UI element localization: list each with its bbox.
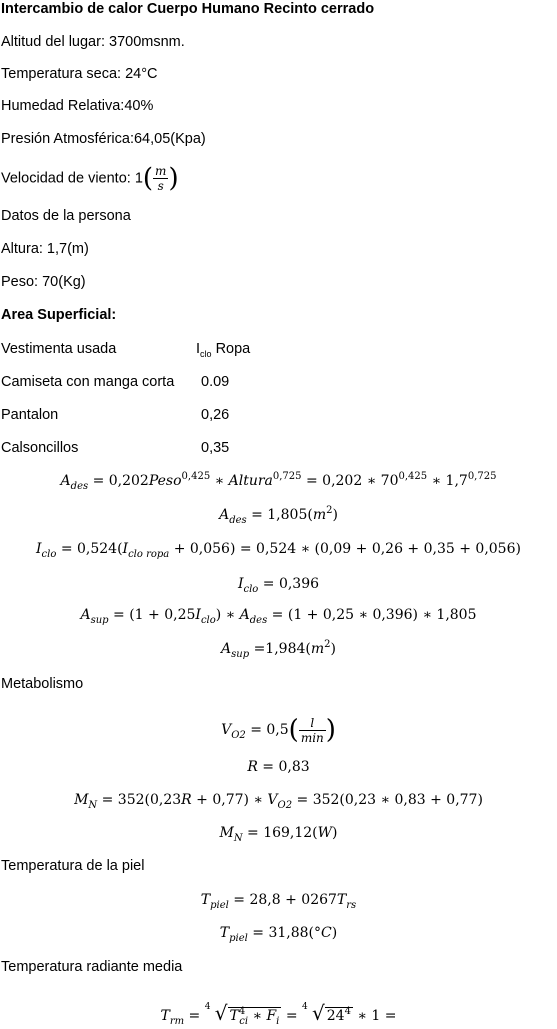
ades-equation: $A_{des}$ = 0,202Peso$^{0,425}$ ∗ Altura$^{0,725}$ = 0,202 ∗ 70$^{0,425}$ ∗ 1,7$^{0,725}$ <box>60 471 497 492</box>
clothing-row-value: 0,26 <box>201 407 230 423</box>
clothing-row-name: Camiseta con manga corta <box>1 374 175 390</box>
clothing-row-name: Calsoncillos <box>1 440 79 456</box>
weight-text: Peso: 70(Kg) <box>1 274 86 290</box>
radiant-temperature-title: Temperatura radiante media <box>1 959 183 975</box>
document-title: Intercambio de calor Cuerpo Humano Recinto cerrado <box>1 1 375 17</box>
clothing-row-value: 0,35 <box>201 440 230 456</box>
iclo-equation: $I_{clo} = 0,524(I_{clo ropa} + 0,056) = 0,524$ ∗ (0,09 + 0,26 + 0,35 + 0,056) <box>36 541 521 560</box>
altitude-text: Altitud del lugar: 3700msnm. <box>1 34 185 50</box>
temperature-text: Temperatura seca: 24°C <box>1 66 158 82</box>
ades-result: $A_{des} = 1,805(m^2)$ <box>219 505 338 526</box>
skin-temperature-equation: $T_{piel} = 28,8 + 0267T_{rs}$ <box>200 892 357 911</box>
wind-speed-prefix: Velocidad de viento: 1 <box>1 170 143 187</box>
height-text: Altura: 1,7(m) <box>1 241 89 257</box>
iclo-result: $I_{clo} = 0,396$ <box>237 576 320 595</box>
mn-result: $M_N = 169,12(W)$ <box>219 825 338 844</box>
iclo-column-header: $I_{clo}$ Ropa <box>196 341 251 359</box>
wind-speed-unit: $\frac{m}{s}$ <box>155 164 167 193</box>
wind-speed-text: Velocidad de viento: 1( $\frac{m}{s}$ ) <box>1 163 179 194</box>
vo2-equation: $V_{O2} = 0,5$( $\frac{l}{\min}$ ) <box>221 715 336 745</box>
mn-equation: $M_N = 352(0,23R + 0,77)$ ∗ $V_{O2} = 352(0,23$ ∗ 0,83 + 0,77) <box>74 792 483 811</box>
metabolism-title: Metabolismo <box>1 676 84 692</box>
radiant-temperature-equation: $T_{rm}$ = 4 √ $T^4_{ci}$ ∗ $F_i$ = 4 √ $24^4$ ∗ 1 = <box>160 1001 397 1027</box>
skin-temperature-title: Temperatura de la piel <box>1 858 145 874</box>
clothing-row-value: 0.09 <box>201 374 230 390</box>
asup-equation: $A_{sup} = (1 + 0,25I_{clo})$ ∗ $A_{des} = (1 + 0,25$ ∗ 0,396) ∗ 1,805 <box>80 607 477 626</box>
skin-temperature-result: $T_{piel} = 31,88(^\circ C)$ <box>219 925 338 944</box>
surface-area-title: Area Superficial: <box>1 307 117 323</box>
person-data-title: Datos de la persona <box>1 208 131 224</box>
pressure-text: Presión Atmosférica:64,05(Kpa) <box>1 131 206 147</box>
asup-result: $A_{sup} =1,984(m^2)$ <box>221 639 336 660</box>
humidity-text: Humedad Relativa:40% <box>1 98 154 114</box>
clothing-row-name: Pantalon <box>1 407 59 423</box>
r-equation: R = 0,83 <box>247 759 310 775</box>
clothing-column-header: Vestimenta usada <box>1 341 117 357</box>
